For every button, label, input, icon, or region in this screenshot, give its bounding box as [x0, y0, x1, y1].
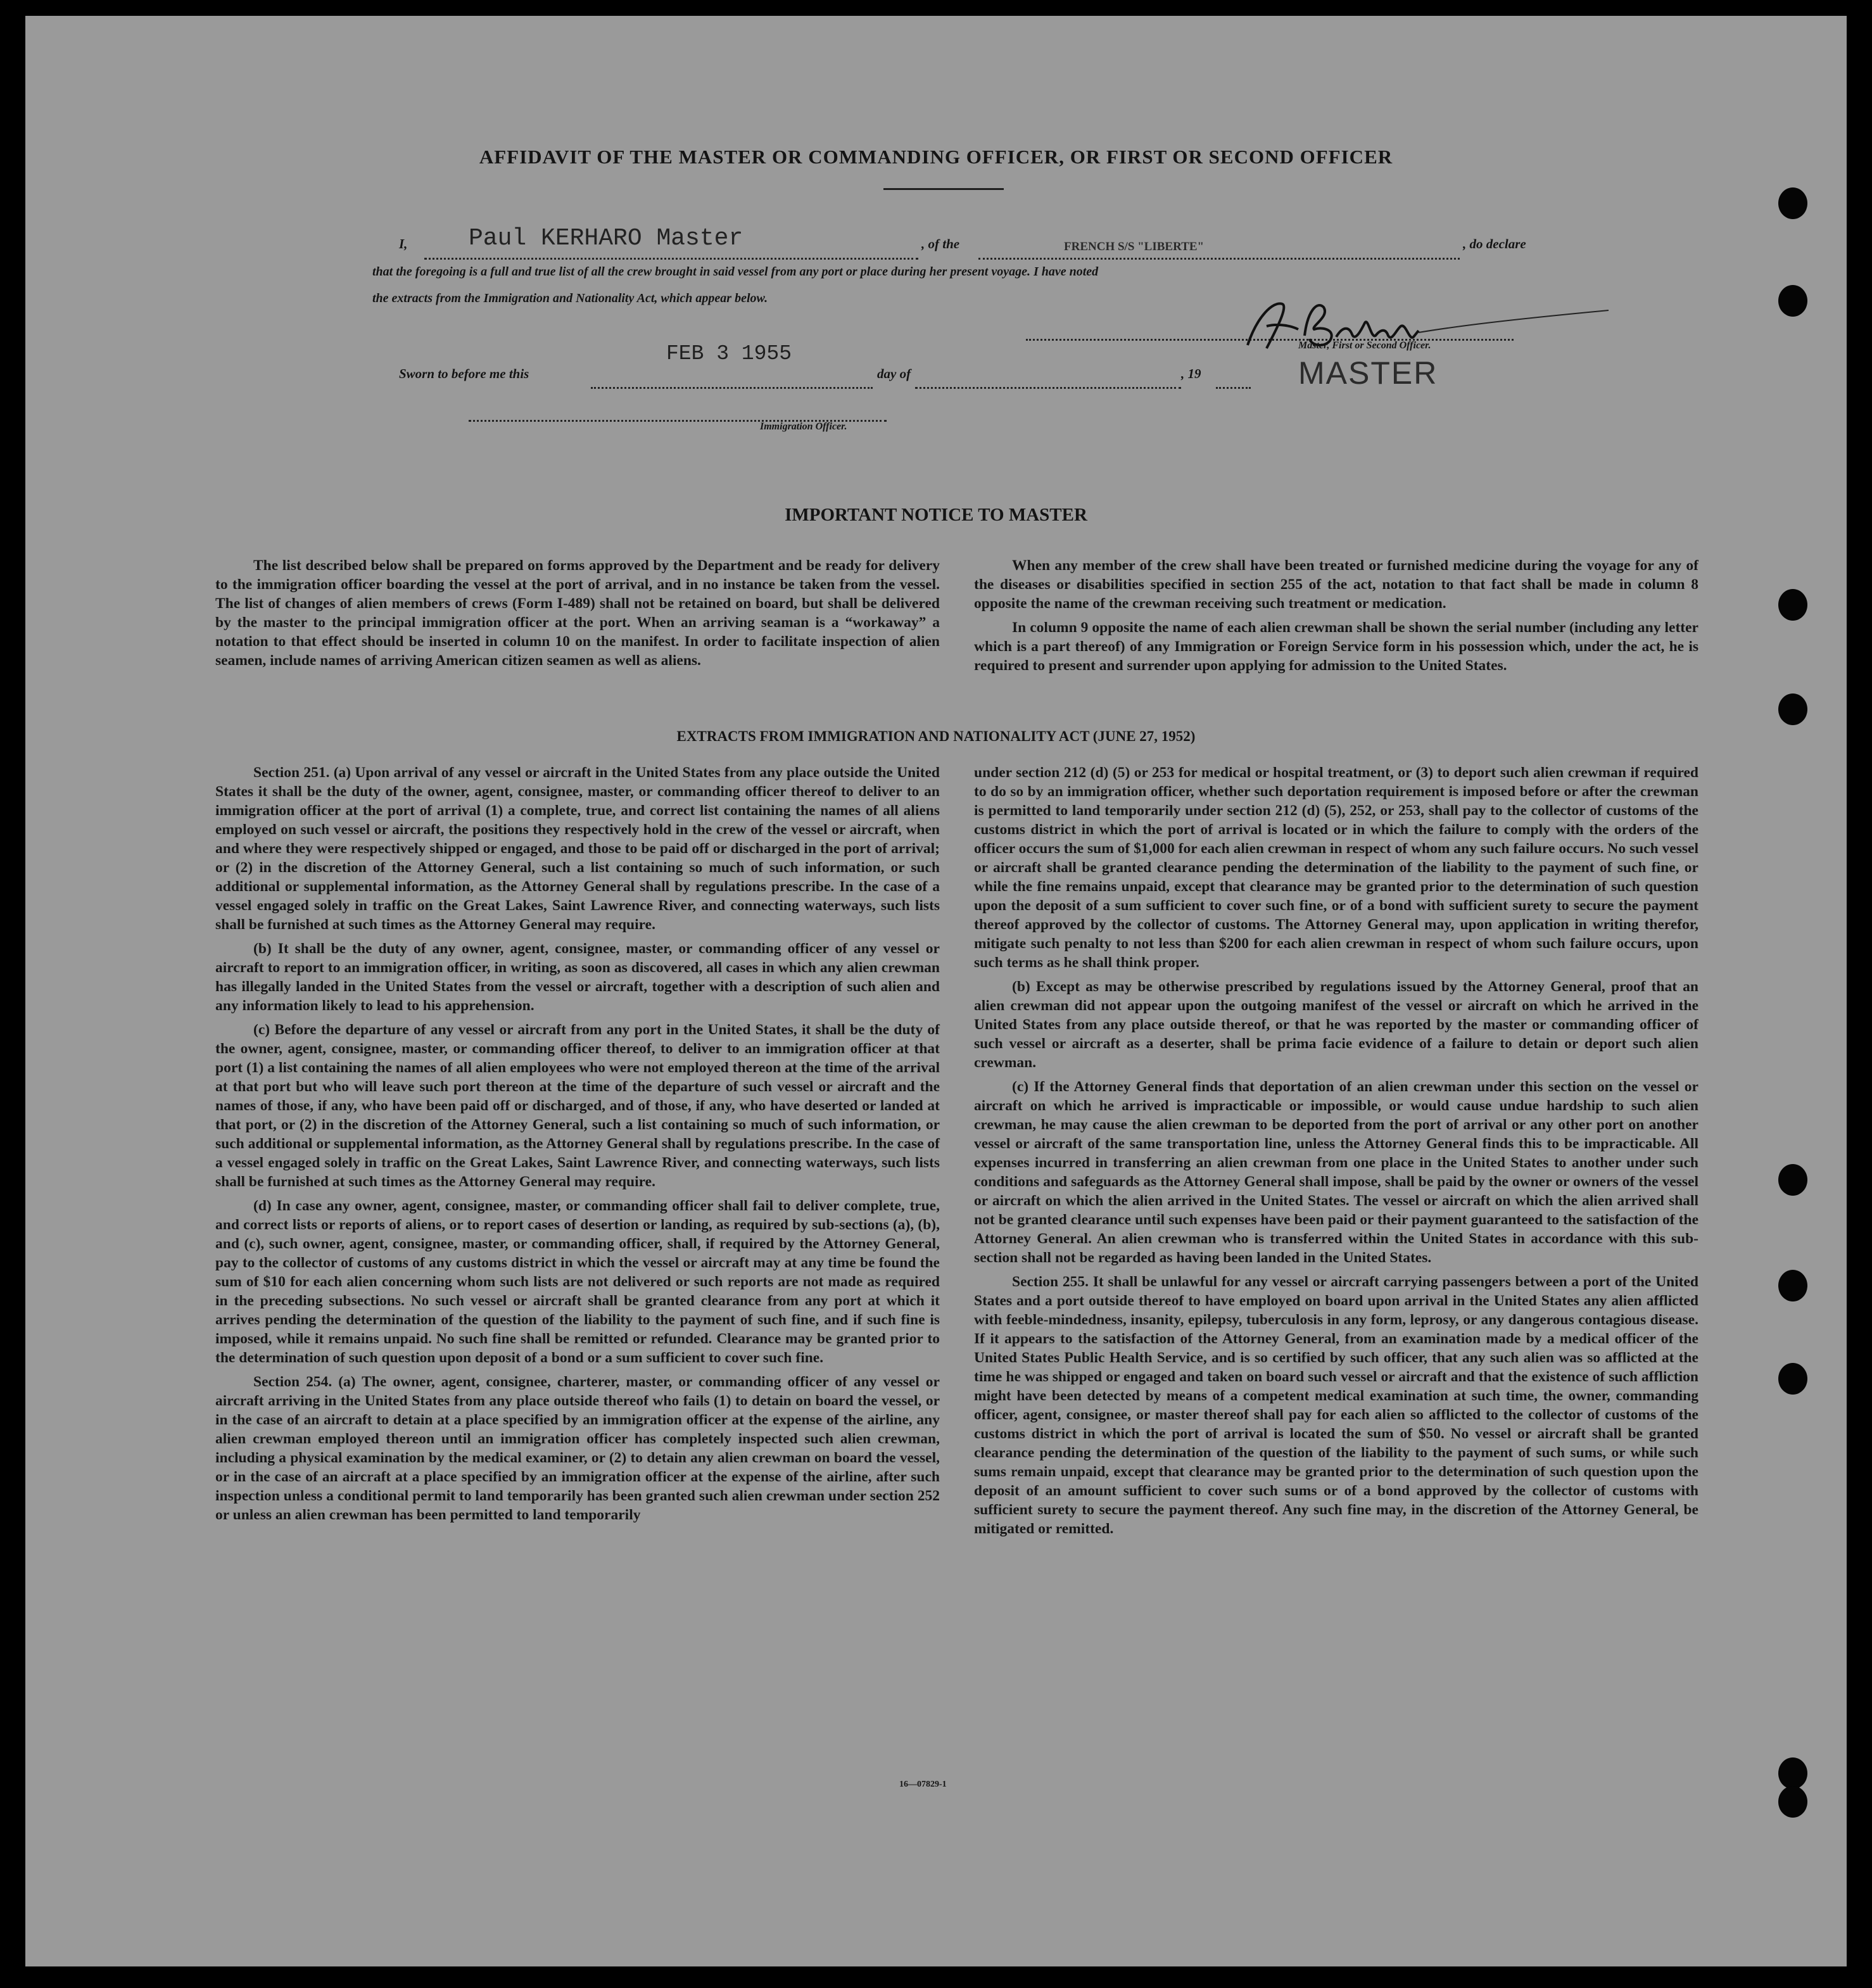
vessel-name-field: FRENCH S/S "LIBERTE": [1064, 240, 1205, 253]
of-the-label: , of the: [921, 236, 960, 251]
notice-left-column: [215, 556, 940, 675]
year-line: [1216, 372, 1251, 389]
section-251-b: (b) It shall be the duty of any owner, agent, consignee, master, or commanding officer of any vessel or aircraft to report to an immigration officer, in writing, as soon as discovered, all cases in which any alien crewman has illegally landed in the United States from the vessel or aircraft, together with a description of such alien and any information likely to lead to his apprehension.: [215, 940, 940, 1014]
affidavit-statement-line1: that the foregoing is a full and true list of all the crew brought in said vessel from any port or place during her present voyage. I have noted: [372, 265, 1099, 279]
affidavit-title: AFFIDAVIT OF THE MASTER OR COMMANDING OFFICER, OR FIRST OR SECOND OFFICER: [479, 146, 1393, 168]
section-254-b: (b) Except as may be otherwise prescribed by regulations issued by the Attorney General, proof that an alien crewman did not appear upon the outgoing manifest of the vessel or aircraft on which he arrived in the United States from any place outside thereof, or that he was reported by the master or commanding officer of such vessel or aircraft as a deserter, shall be prima facie evidence of a failure to detain or deport such alien crewman.: [974, 978, 1698, 1071]
immigration-officer-caption: Immigration Officer.: [760, 421, 847, 432]
immigration-officer-line: [469, 408, 887, 422]
form-number: 16—07829-1: [899, 1780, 947, 1789]
section-254-a: Section 254. (a) The owner, agent, consignee, charterer, master, or commanding officer of any vessel or aircraft arriving in the United States from any place outside thereof who fails (1) to detain on board the vessel, or in the case of an aircraft to detain at a place specified by an immigration officer at the expense of the airline, any alien crewman employed thereon until an immigration officer has completely inspected such alien crewman, including a physical examination by the medical examiner, or (2) to detain any alien crewman on board the vessel, or in the case of an aircraft at a place specified by an immigration officer at the expense of the airline, after such inspection unless a conditional permit to land temporarily has been granted such alien crewman under section 252 or unless an alien crewman has been permitted to land temporarily: [215, 1374, 940, 1523]
binder-hole: [1778, 589, 1807, 621]
extracts-left-column: [215, 763, 940, 1529]
section-251-c: (c) Before the departure of any vessel or aircraft from any port in the United States, it shall be the duty of the owner, agent, consignee, master, or commanding officer thereof, to deliver to an immigration officer at that port (1) a list containing the names of all alien employees who were not employed thereon at the time of the arrival at that port but who will leave such port thereon at the time of the departure of such vessel or aircraft and the names of those, if any, who have been paid off or discharged, and of those, if any, who have deserted or landed at that port, or (2) in the discretion of the Attorney General, such a list containing so much of such information, or such additional or supplemental information, as the Attorney General shall by regulations prescribe. In the case of a vessel engaged solely in traffic on the Great Lakes, Saint Lawrence River, and connecting waterways, such lists shall be furnished at such times as the Attorney General may require.: [215, 1022, 940, 1190]
sworn-date-line: [591, 372, 873, 389]
vessel-line: [978, 241, 1460, 260]
extracts-heading: EXTRACTS FROM IMMIGRATION AND NATIONALITY ACT (JUNE 27, 1952): [676, 728, 1196, 744]
binder-hole: [1778, 693, 1807, 725]
section-254-a-continued: under section 212 (d) (5) or 253 for medical or hospital treatment, or (3) to deport such alien crewman if required to do so by an immigration officer, whether such deportation requirement is imposed before or after the crewman is permitted to land temporarily under section 212 (d) (5), 252, or 253, shall pay to the collector of customs of the customs district in which the port of arrival is located or in which the failure to comply with the orders of the officer occurs the sum of $1,000 for each alien crewman in respect of whom any such failure occurs. No such vessel or aircraft shall be granted clearance pending the determination of the liability to the payment of such fine, or while the fine remains unpaid, except that clearance may be granted prior to the determination of such question upon the deposit of a sum sufficient to cover such fine, or of a bond with sufficient surety to secure the payment thereof approved by the collector of customs. The Attorney General may, upon application in writing therefor, mitigate such penalty to not less than $200 for each alien crewman in respect of whom such failure occurs, upon such terms as he shall think proper.: [974, 764, 1698, 971]
do-declare-label: , do declare: [1463, 236, 1526, 251]
month-line: [915, 372, 1181, 389]
binder-hole: [1778, 1164, 1807, 1196]
notice-right-paragraph-1: When any member of the crew shall have been treated or furnished medicine during the voyage for any of the diseases or disabilities specified in section 255 of the act, notation to that fact shall be made in column 8 opposite the name of the crewman receiving such treatment or medication.: [974, 557, 1698, 612]
binder-hole: [1778, 1786, 1807, 1818]
notice-right-paragraph-2: In column 9 opposite the name of each alien crewman shall be shown the serial number (including any letter which is a part thereof) of any Immigration or Foreign Service form in his possession which, under the act, he is required to present and surrender upon applying for admission to the United States.: [974, 619, 1698, 674]
binder-hole: [1778, 187, 1807, 219]
year-label: , 19: [1181, 366, 1201, 381]
extracts-right-column: [974, 763, 1698, 1543]
binder-hole: [1778, 1270, 1807, 1301]
master-name-field: Paul KERHARO Master: [469, 225, 743, 252]
section-251-a: Section 251. (a) Upon arrival of any vessel or aircraft in the United States from any place outside the United States it shall be the duty of the owner, agent, consignee, master, or commanding officer thereof to deliver to an immigration officer at the port of arrival (1) a complete, true, and correct list containing the names of all aliens employed on such vessel or aircraft, the positions they respectively hold in the crew of the vessel or aircraft, when and where they were respectively shipped or engaged, and those to be paid off or discharged in the port of arrival; or (2) in the discretion of the Attorney General, such a list containing so much of such information, or such additional or supplemental information, as the Attorney General shall by regulations prescribe. In the case of a vessel engaged solely in traffic on the Great Lakes, Saint Lawrence River, and connecting waterways, such lists shall be furnished at such times as the Attorney General may require.: [215, 764, 940, 933]
affidavit-statement-line2: the extracts from the Immigration and Nationality Act, which appear below.: [372, 291, 768, 305]
section-254-c: (c) If the Attorney General finds that deportation of an alien crewman under this section on the vessel or aircraft on which he arrived is impracticable or impossible, or would cause undue hardship to such alien crewman, he may cause the alien crewman to be deported from the port of arrival or any other port on another vessel or aircraft of the same transportation line, unless the Attorney General finds this to be impracticable. All expenses incurred in transferring an alien crewman from one place in the United States to another under such conditions and safeguards as the Attorney General shall impose, shall be paid by the owner or owners of the vessel or aircraft on which the alien arrived in the United States. The vessel or aircraft on which the alien arrived shall not be granted clearance until such expenses have been paid or their payment guaranteed to the satisfaction of the Attorney General. An alien crewman who is transferred within the United States in accordance with this sub-section shall not be regarded as having been landed in the United States.: [974, 1079, 1698, 1266]
notice-right-column: [974, 556, 1698, 680]
notice-left-paragraph: The list described below shall be prepared on forms approved by the Department and be ready for delivery to the immigration officer boarding the vessel at the port of arrival, and in no instance be taken from the vessel. The list of changes of alien members of crews (Form I-489) shall not be retained on board, but shall be delivered by the master to the principal immigration officer at the port. When an arriving seaman is a “workaway” a notation to that effect should be inserted in column 10 on the manifest. In order to facilitate inspection of alien seamen, include names of arriving American citizen seamen as well as aliens.: [215, 557, 940, 669]
master-rank-stamp: MASTER: [1298, 355, 1438, 391]
sworn-date-stamp: FEB 3 1955: [666, 342, 792, 365]
affidavit-prefix: I,: [399, 236, 408, 251]
binder-hole: [1778, 285, 1807, 317]
binder-hole: [1778, 1363, 1807, 1395]
title-underline: [883, 188, 1004, 190]
document-page: [25, 16, 1847, 1966]
sworn-label: Sworn to before me this: [399, 366, 529, 381]
notice-heading: IMPORTANT NOTICE TO MASTER: [785, 505, 1087, 525]
section-255: Section 255. It shall be unlawful for any vessel or aircraft carrying passengers between a port of the United States and a port outside thereof to have employed on board upon arrival in the United States any alien afflicted with feeble-mindedness, insanity, epilepsy, tuberculosis in any form, leprosy, or any dangerous contagious disease. If it appears to the satisfaction of the Attorney General, from an examination made by a medical officer of the United States Public Health Service, and is so certified by such officer, that any such alien was so afflicted at the time he was shipped or engaged and taken on board such vessel or aircraft and that the existence of such affliction might have been detected by means of a competent medical examination at such time, the owner, commanding officer, agent, consignee, or master thereof shall pay for each alien so afflicted to the collector of customs of the customs district in which the port of arrival is located the sum of $50. No vessel or aircraft shall be granted clearance pending the determination of the question of the liability to the payment of such sums, or while such sums remain unpaid, except that clearance may be granted prior to the determination of such question upon the deposit of an amount sufficient to cover such sums or of a bond approved by the collector of customs with sufficient surety to secure the payment thereof. Any such fine may, in the discretion of the Attorney General, be mitigated or remitted.: [974, 1274, 1698, 1537]
section-251-d: (d) In case any owner, agent, consignee, master, or commanding officer shall fail to deliver complete, true, and correct lists or reports of aliens, or to report cases of desertion or landing, as required by sub-sections (a), (b), and (c), such owner, agent, consignee, master, or commanding officer, shall, if required by the Attorney General, pay to the collector of customs of any customs district in which the vessel or aircraft may at any time be found the sum of $10 for each alien concerning whom such lists are not delivered or such reports are not made as required in the preceding subsections. No such vessel or aircraft shall be granted clearance from any port at which it arrives pending the determination of the question of the liability to the payment of such fine, and if such fine is imposed, while it remains unpaid. No such fine shall be remitted or refunded. Clearance may be granted prior to the determination of such question upon deposit of a bond or a sum sufficient to cover such fine.: [215, 1198, 940, 1366]
signature-caption: Master, First or Second Officer.: [1298, 340, 1431, 351]
day-of-label: day of: [877, 366, 911, 381]
binder-hole: [1778, 1757, 1807, 1789]
